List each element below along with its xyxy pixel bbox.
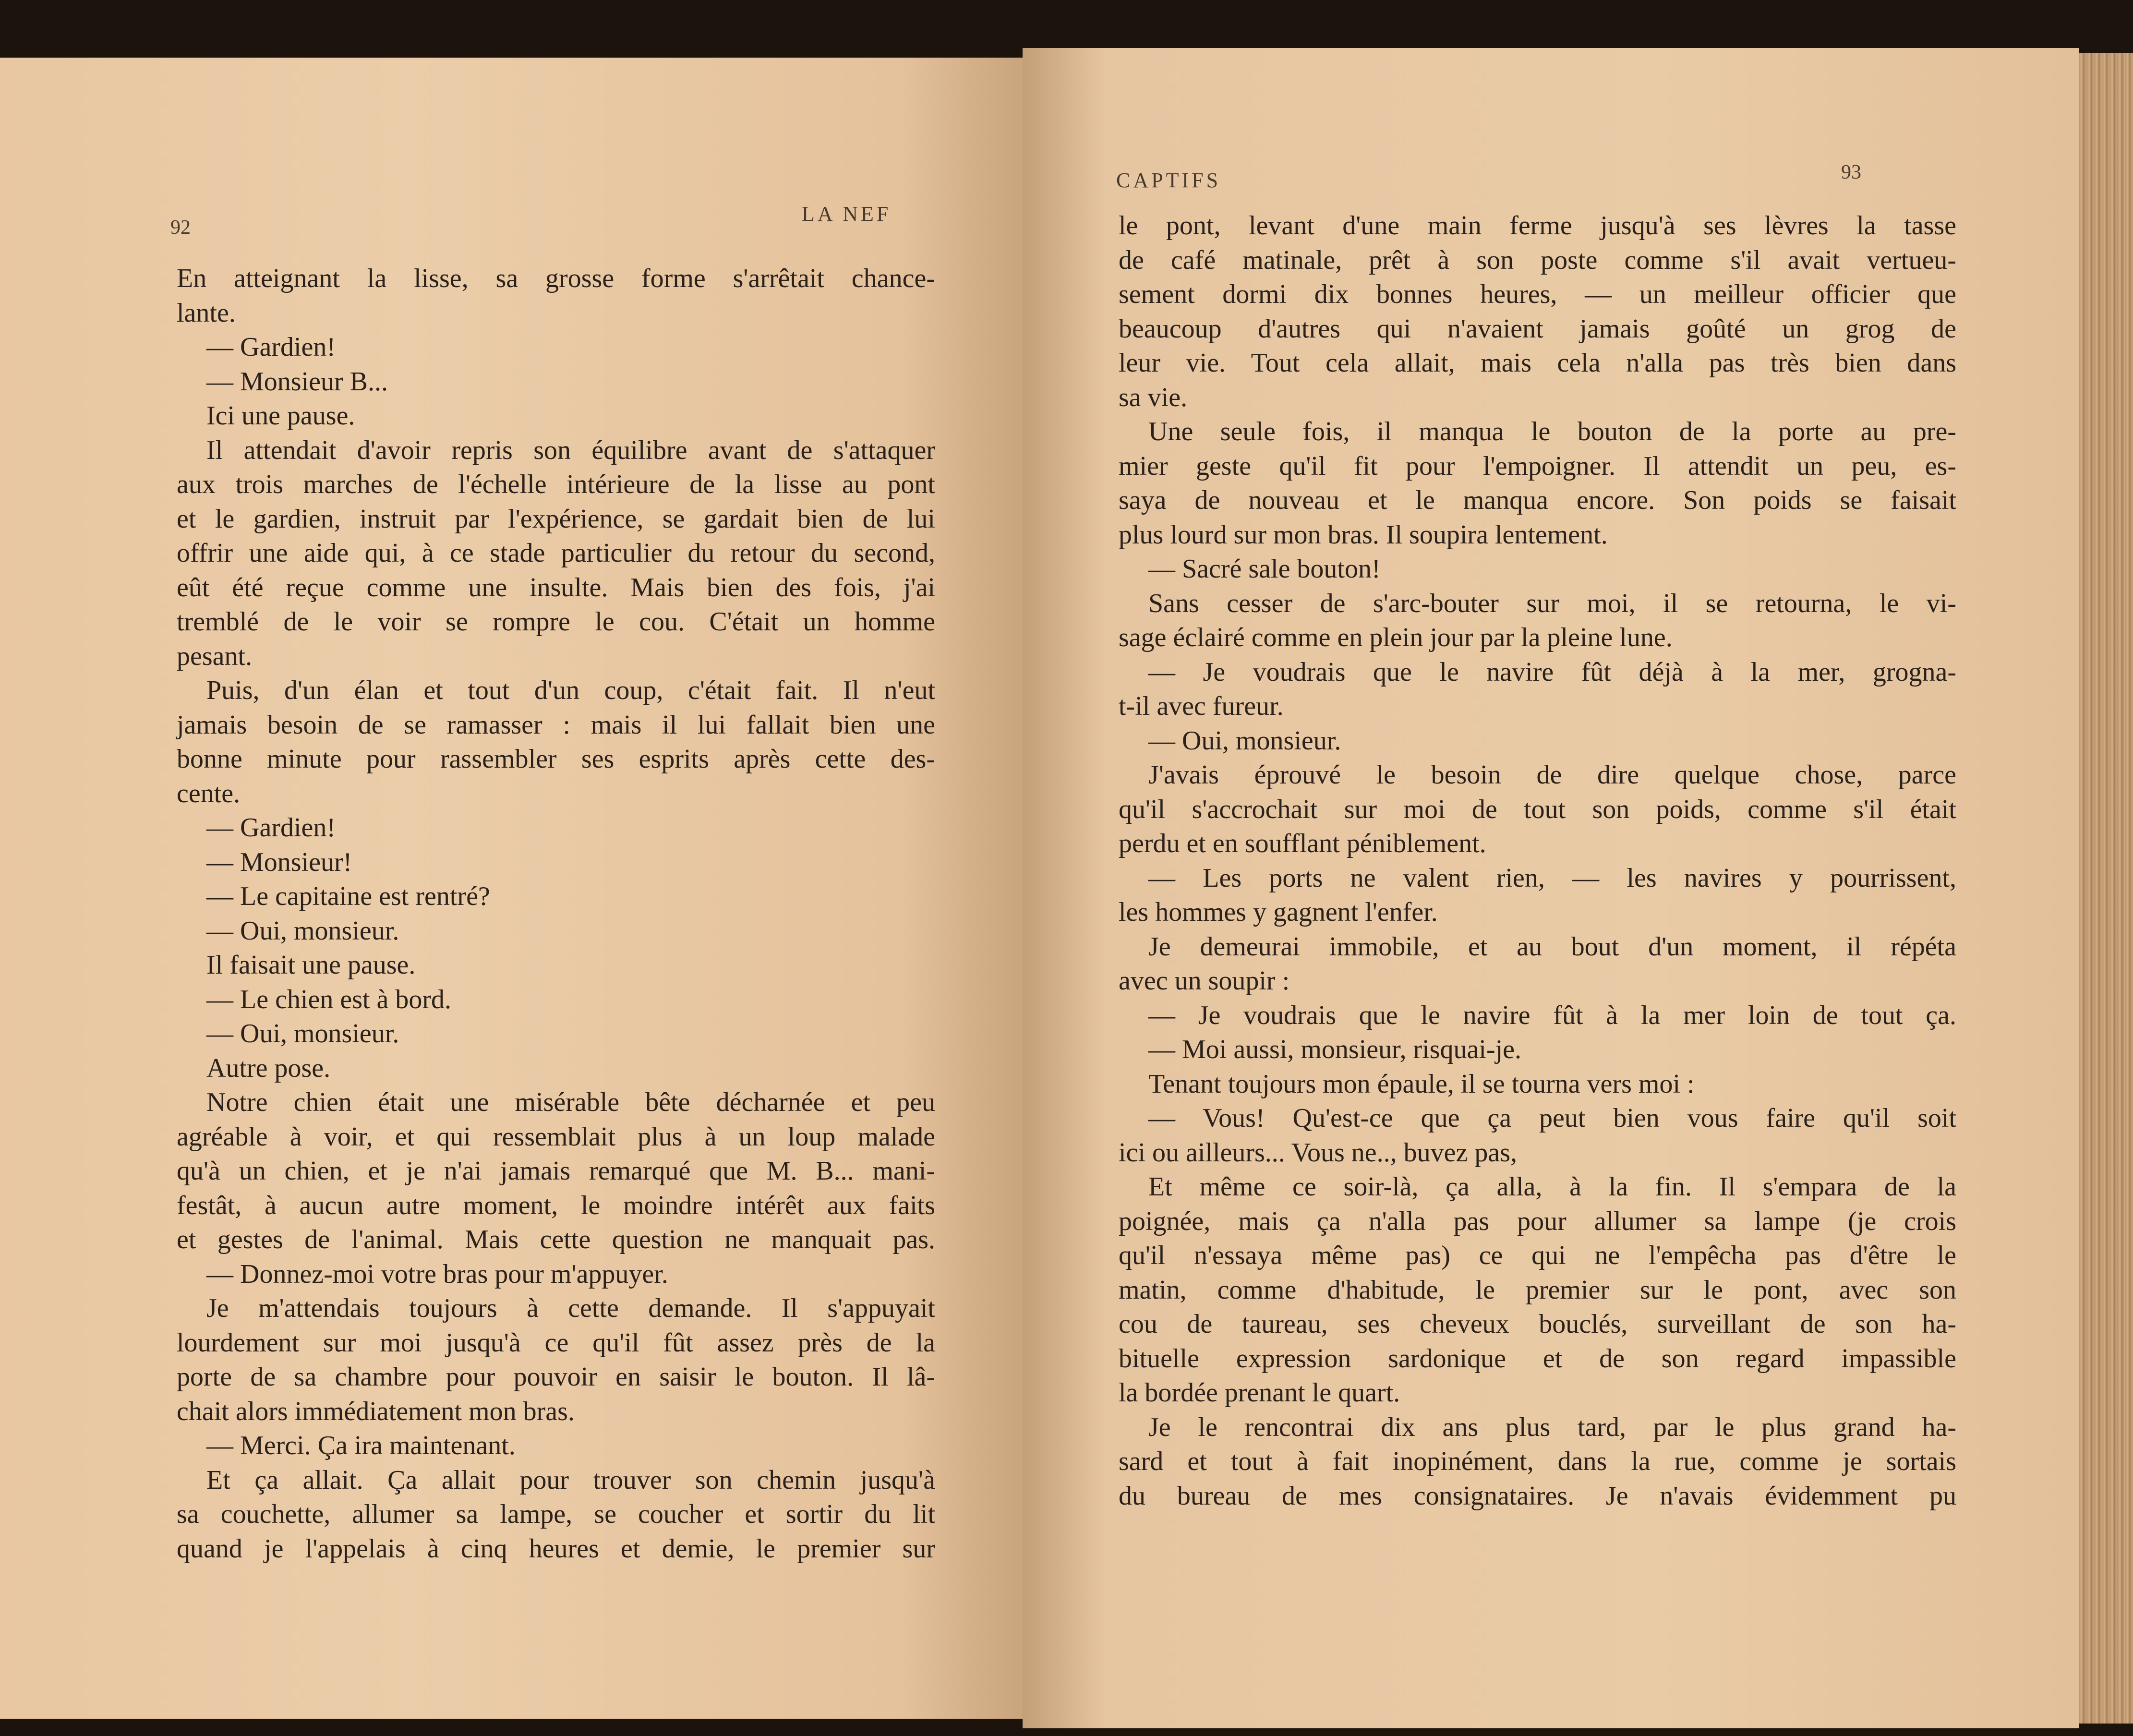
- right-page: [1023, 48, 2079, 1728]
- text-line: Je demeurai immobile, et au bout d'un moment, il répéta: [1148, 931, 1956, 962]
- page-edges: [2079, 53, 2133, 1724]
- text-line: — Gardien!: [206, 813, 336, 843]
- text-line: Une seule fois, il manqua le bouton de la porte au pre-: [1148, 417, 1956, 446]
- text-line: mier geste qu'il fit pour l'empoigner. Il attendit un peu, es-: [1119, 451, 1956, 481]
- text-line: — Monsieur!: [206, 847, 352, 877]
- running-head: LA NEF: [802, 202, 892, 226]
- text-line: — Oui, monsieur.: [206, 1019, 399, 1049]
- text-line: eût été reçue comme une insulte. Mais bien des fois, j'ai: [177, 572, 935, 603]
- text-line: sement dormi dix bonnes heures, — un meilleur officier que: [1119, 279, 1956, 309]
- text-line: — Monsieur B...: [206, 366, 388, 397]
- text-line: avec un soupir :: [1119, 966, 1290, 996]
- text-line: du bureau de mes consignataires. Je n'avais évidemment pu: [1119, 1481, 1956, 1511]
- text-line: lourdement sur moi jusqu'à ce qu'il fût assez près de la: [177, 1327, 935, 1358]
- text-line: Et ça allait. Ça allait pour trouver son chemin jusqu'à: [206, 1465, 935, 1495]
- text-line: et gestes de l'animal. Mais cette question ne manquait pas.: [177, 1225, 935, 1254]
- text-line: festât, à aucun autre moment, le moindre intérêt aux faits: [177, 1190, 935, 1220]
- text-line: le pont, levant d'une main ferme jusqu'à ses lèvres la tasse: [1119, 211, 1956, 241]
- text-line: — Donnez-moi votre bras pour m'appuyer.: [206, 1259, 668, 1289]
- text-line: sard et tout à fait inopinément, dans la rue, comme je sortais: [1119, 1447, 1956, 1476]
- text-line: — Gardien!: [206, 332, 336, 362]
- text-line: tremblé de le voir se rompre le cou. C'était un homme: [177, 607, 935, 637]
- text-line: lante.: [177, 298, 236, 328]
- text-line: Il faisait une pause.: [206, 950, 416, 980]
- text-line: cente.: [177, 778, 241, 808]
- left-text-block: [177, 262, 935, 1566]
- text-line: En atteignant la lisse, sa grosse forme s'arrêtait chance-: [177, 264, 935, 293]
- text-line: aux trois marches de l'échelle intérieure de la lisse au pont: [177, 470, 935, 499]
- text-line: Puis, d'un élan et tout d'un coup, c'était fait. Il n'eut: [206, 675, 935, 705]
- text-line: — Sacré sale bouton!: [1148, 554, 1381, 584]
- text-line: — Je voudrais que le navire fût déjà à la mer, grogna-: [1148, 657, 1956, 687]
- text-line: cou de taureau, ses cheveux bouclés, surveillant de son ha-: [1119, 1309, 1956, 1339]
- text-line: Notre chien était une misérable bête décharnée et peu: [206, 1087, 935, 1117]
- text-line: t-il avec fureur.: [1119, 691, 1284, 721]
- text-line: chait alors immédiatement mon bras.: [177, 1396, 575, 1426]
- right-text-block: [1119, 209, 1956, 1513]
- text-line: leur vie. Tout cela allait, mais cela n'alla pas très bien dans: [1119, 348, 1956, 378]
- text-line: sa couchette, allumer sa lampe, se coucher et sortir du lit: [177, 1499, 935, 1529]
- text-line: Et même ce soir-là, ça alla, à la fin. Il s'empara de la: [1148, 1172, 1956, 1202]
- text-line: — Merci. Ça ira maintenant.: [206, 1431, 516, 1460]
- text-line: pesant.: [177, 641, 253, 671]
- text-line: sa vie.: [1119, 382, 1188, 412]
- text-line: offrir une aide qui, à ce stade particulier du retour du second,: [177, 538, 935, 568]
- text-line: porte de sa chambre pour pouvoir en saisir le bouton. Il lâ-: [177, 1362, 935, 1392]
- text-line: Je m'attendais toujours à cette demande. Il s'appuyait: [206, 1293, 935, 1323]
- text-line: — Le chien est à bord.: [206, 984, 452, 1014]
- text-line: Sans cesser de s'arc-bouter sur moi, il se retourna, le vi-: [1148, 588, 1956, 618]
- text-line: ici ou ailleurs... Vous ne.., buvez pas,: [1119, 1137, 1518, 1168]
- text-line: poignée, mais ça n'alla pas pour allumer sa lampe (je crois: [1119, 1206, 1956, 1236]
- text-line: Tenant toujours mon épaule, il se tourna vers moi :: [1148, 1069, 1695, 1099]
- page-number: 92: [170, 217, 191, 239]
- text-line: — Je voudrais que le navire fût à la mer loin de tout ça.: [1148, 1000, 1956, 1030]
- text-line: — Oui, monsieur.: [1148, 725, 1341, 756]
- text-line: — Vous! Qu'est-ce que ça peut bien vous faire qu'il soit: [1148, 1103, 1956, 1133]
- text-line: matin, comme d'habitude, le premier sur le pont, avec son: [1119, 1275, 1956, 1305]
- left-page: [0, 58, 1023, 1719]
- text-line: Il attendait d'avoir repris son équilibre avant de s'attaquer: [206, 435, 935, 465]
- text-line: qu'à un chien, et je n'ai jamais remarqué que M. B... mani-: [177, 1156, 935, 1186]
- text-line: beaucoup d'autres qui n'avaient jamais goûté un grog de: [1119, 313, 1956, 344]
- page-number: 93: [1841, 161, 1861, 183]
- text-line: perdu et en soufflant péniblement.: [1119, 829, 1486, 858]
- text-line: plus lourd sur mon bras. Il soupira lentement.: [1119, 519, 1608, 550]
- text-line: — Oui, monsieur.: [206, 916, 399, 946]
- text-line: — Le capitaine est rentré?: [206, 881, 490, 911]
- text-line: bituelle expression sardonique et de son regard impassible: [1119, 1343, 1956, 1374]
- text-line: qu'il n'essaya même pas) ce qui ne l'empêcha pas d'être le: [1119, 1241, 1956, 1270]
- text-line: la bordée prenant le quart.: [1119, 1378, 1400, 1408]
- running-head: CAPTIFS: [1116, 169, 1221, 192]
- text-line: de café matinale, prêt à son poste comme s'il avait vertueu-: [1119, 245, 1956, 275]
- text-line: — Moi aussi, monsieur, risquai-je.: [1148, 1035, 1521, 1064]
- text-line: bonne minute pour rassembler ses esprits après cette des-: [177, 744, 935, 774]
- text-line: qu'il s'accrochait sur moi de tout son poids, comme s'il était: [1119, 794, 1956, 824]
- text-line: Je le rencontrai dix ans plus tard, par le plus grand ha-: [1148, 1412, 1956, 1442]
- text-line: et le gardien, instruit par l'expérience, se gardait bien de lui: [177, 504, 935, 534]
- text-line: sage éclairé comme en plein jour par la pleine lune.: [1119, 623, 1673, 652]
- text-line: saya de nouveau et le manqua encore. Son poids se faisait: [1119, 485, 1956, 515]
- text-line: les hommes y gagnent l'enfer.: [1119, 897, 1438, 927]
- text-line: quand je l'appelais à cinq heures et demie, le premier sur: [177, 1533, 935, 1564]
- text-line: J'avais éprouvé le besoin de dire quelque chose, parce: [1148, 760, 1956, 790]
- text-line: — Les ports ne valent rien, — les navires y pourrissent,: [1148, 863, 1956, 893]
- text-line: agréable à voir, et qui ressemblait plus à un loup malade: [177, 1121, 935, 1152]
- text-line: Autre pose.: [206, 1053, 331, 1083]
- book-spread: [0, 19, 2133, 1728]
- text-line: Ici une pause.: [206, 401, 355, 431]
- text-line: jamais besoin de se ramasser : mais il lui fallait bien une: [177, 710, 935, 740]
